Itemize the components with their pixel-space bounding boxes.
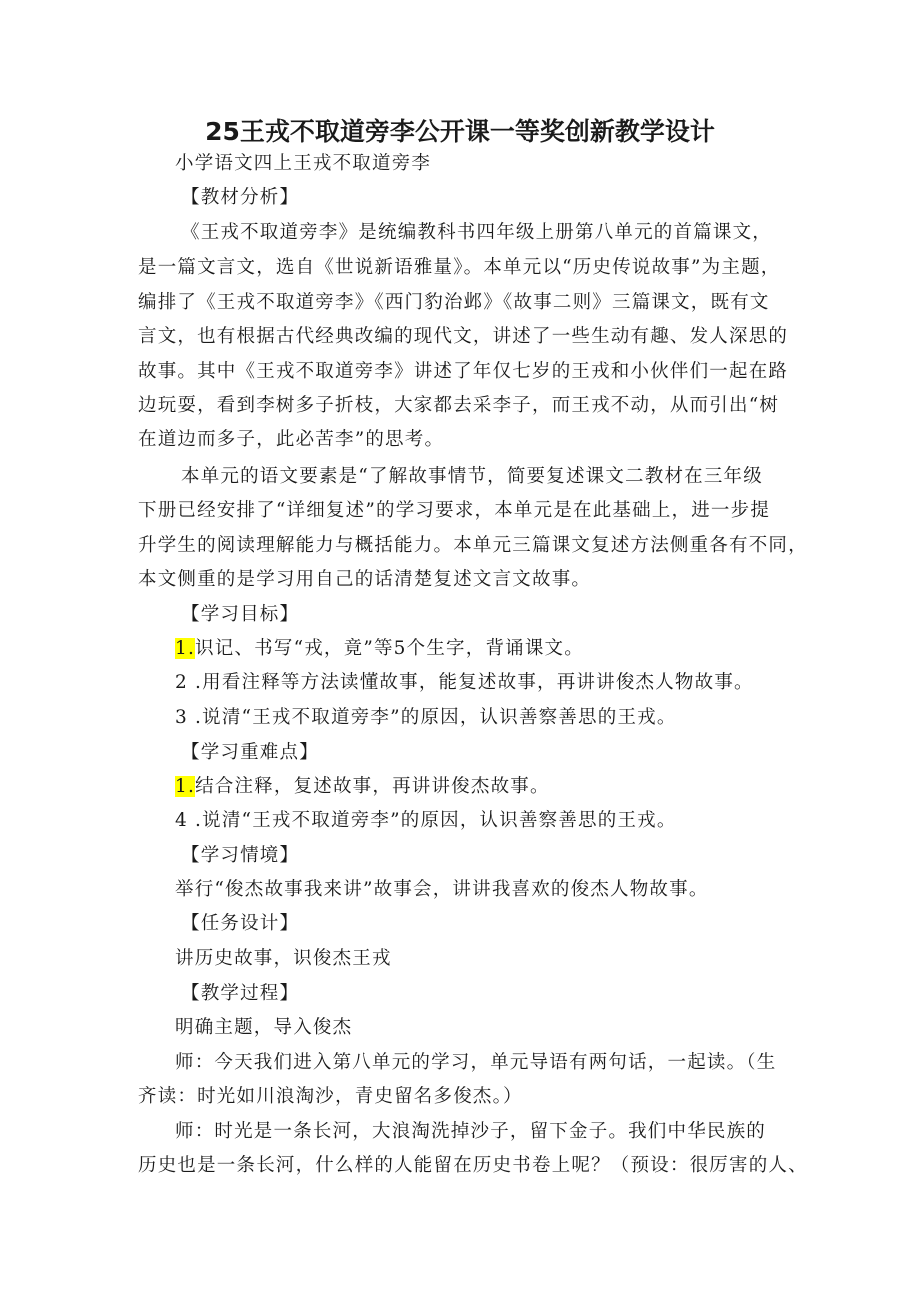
goal-text: 识记、书写“戎，竟”等5个生字，背诵课文。 xyxy=(195,638,584,659)
paragraph-line: 历史也是一条长河，什么样的人能留在历史书卷上呢？（预设：很厉害的人、 xyxy=(138,1155,808,1176)
goal-item-3: 3 .说清“王戎不取道旁李”的原因，认识善察善思的王戎。 xyxy=(175,707,677,728)
paragraph-line: 本单元的语文要素是“了解故事情节，简要复述课文二教材在三年级 xyxy=(181,466,763,487)
paragraph-line: 在道边而多子，此必苦李”的思考。 xyxy=(138,429,445,450)
heading-analysis: 【教材分析】 xyxy=(181,187,300,208)
heading-task: 【任务设计】 xyxy=(181,913,300,934)
paragraph-line: 本文侧重的是学习用自己的话清楚复述文言文故事。 xyxy=(138,569,592,590)
paragraph-line: 是一篇文言文，选自《世说新语雅量》。本单元以“历史传说故事”为主题， xyxy=(138,257,781,278)
key-item-1 xyxy=(175,775,550,799)
paragraph-line: 升学生的阅读理解能力与概括能力。本单元三篇课文复述方法侧重各有不同， xyxy=(138,535,808,556)
paragraph-line: 边玩耍，看到李树多子折枝，大家都去采李子，而王戎不动，从而引出“树 xyxy=(138,395,780,416)
key-number-highlight: 1. xyxy=(175,776,196,797)
goal-number-highlight: 1. xyxy=(175,638,196,659)
paragraph-line: 故事。其中《王戎不取道旁李》讲述了年仅七岁的王戎和小伙伴们一起在路 xyxy=(138,361,789,382)
goal-item-2: 2 .用看注释等方法读懂故事，能复述故事，再讲讲俊杰人物故事。 xyxy=(175,672,754,693)
subtitle: 小学语文四上王戎不取道旁李 xyxy=(175,153,432,174)
process-title: 明确主题，导入俊杰 xyxy=(175,1017,353,1038)
paragraph-line: 师：今天我们进入第八单元的学习，单元导语有两句话，一起读。（生 xyxy=(175,1052,777,1073)
key-item-4: 4 .说清“王戎不取道旁李”的原因，认识善察善思的王戎。 xyxy=(175,810,677,831)
goal-item-1 xyxy=(175,637,584,661)
paragraph-line: 编排了《王戎不取道旁李》《西门豹治邺》《故事二则》三篇课文，既有文 xyxy=(138,292,770,313)
situation-text: 举行“俊杰故事我来讲”故事会，讲讲我喜欢的俊杰人物故事。 xyxy=(175,879,709,900)
heading-key-points: 【学习重难点】 xyxy=(181,742,319,763)
paragraph-line: 《王戎不取道旁李》是统编教科书四年级上册第八单元的首篇课文， xyxy=(181,222,773,243)
paragraph-line: 下册已经安排了“详细复述”的学习要求，本单元是在此基础上，进一步提 xyxy=(138,500,771,521)
heading-goals: 【学习目标】 xyxy=(181,604,300,625)
heading-situation: 【学习情境】 xyxy=(181,845,300,866)
document-title: 25王戎不取道旁李公开课一等奖创新教学设计 xyxy=(205,117,715,146)
paragraph-line: 师：时光是一条长河，大浪淘洗掉沙子，留下金子。我们中华民族的 xyxy=(175,1121,767,1142)
task-text: 讲历史故事，识俊杰王戎 xyxy=(175,948,392,969)
heading-process: 【教学过程】 xyxy=(181,983,300,1004)
key-text: 结合注释，复述故事，再讲讲俊杰故事。 xyxy=(195,776,550,797)
paragraph-line: 言文，也有根据古代经典改编的现代文，讲述了一些生动有趣、发人深思的 xyxy=(138,326,789,347)
paragraph-line: 齐读：时光如川浪淘沙，青史留名多俊杰。） xyxy=(138,1086,523,1107)
